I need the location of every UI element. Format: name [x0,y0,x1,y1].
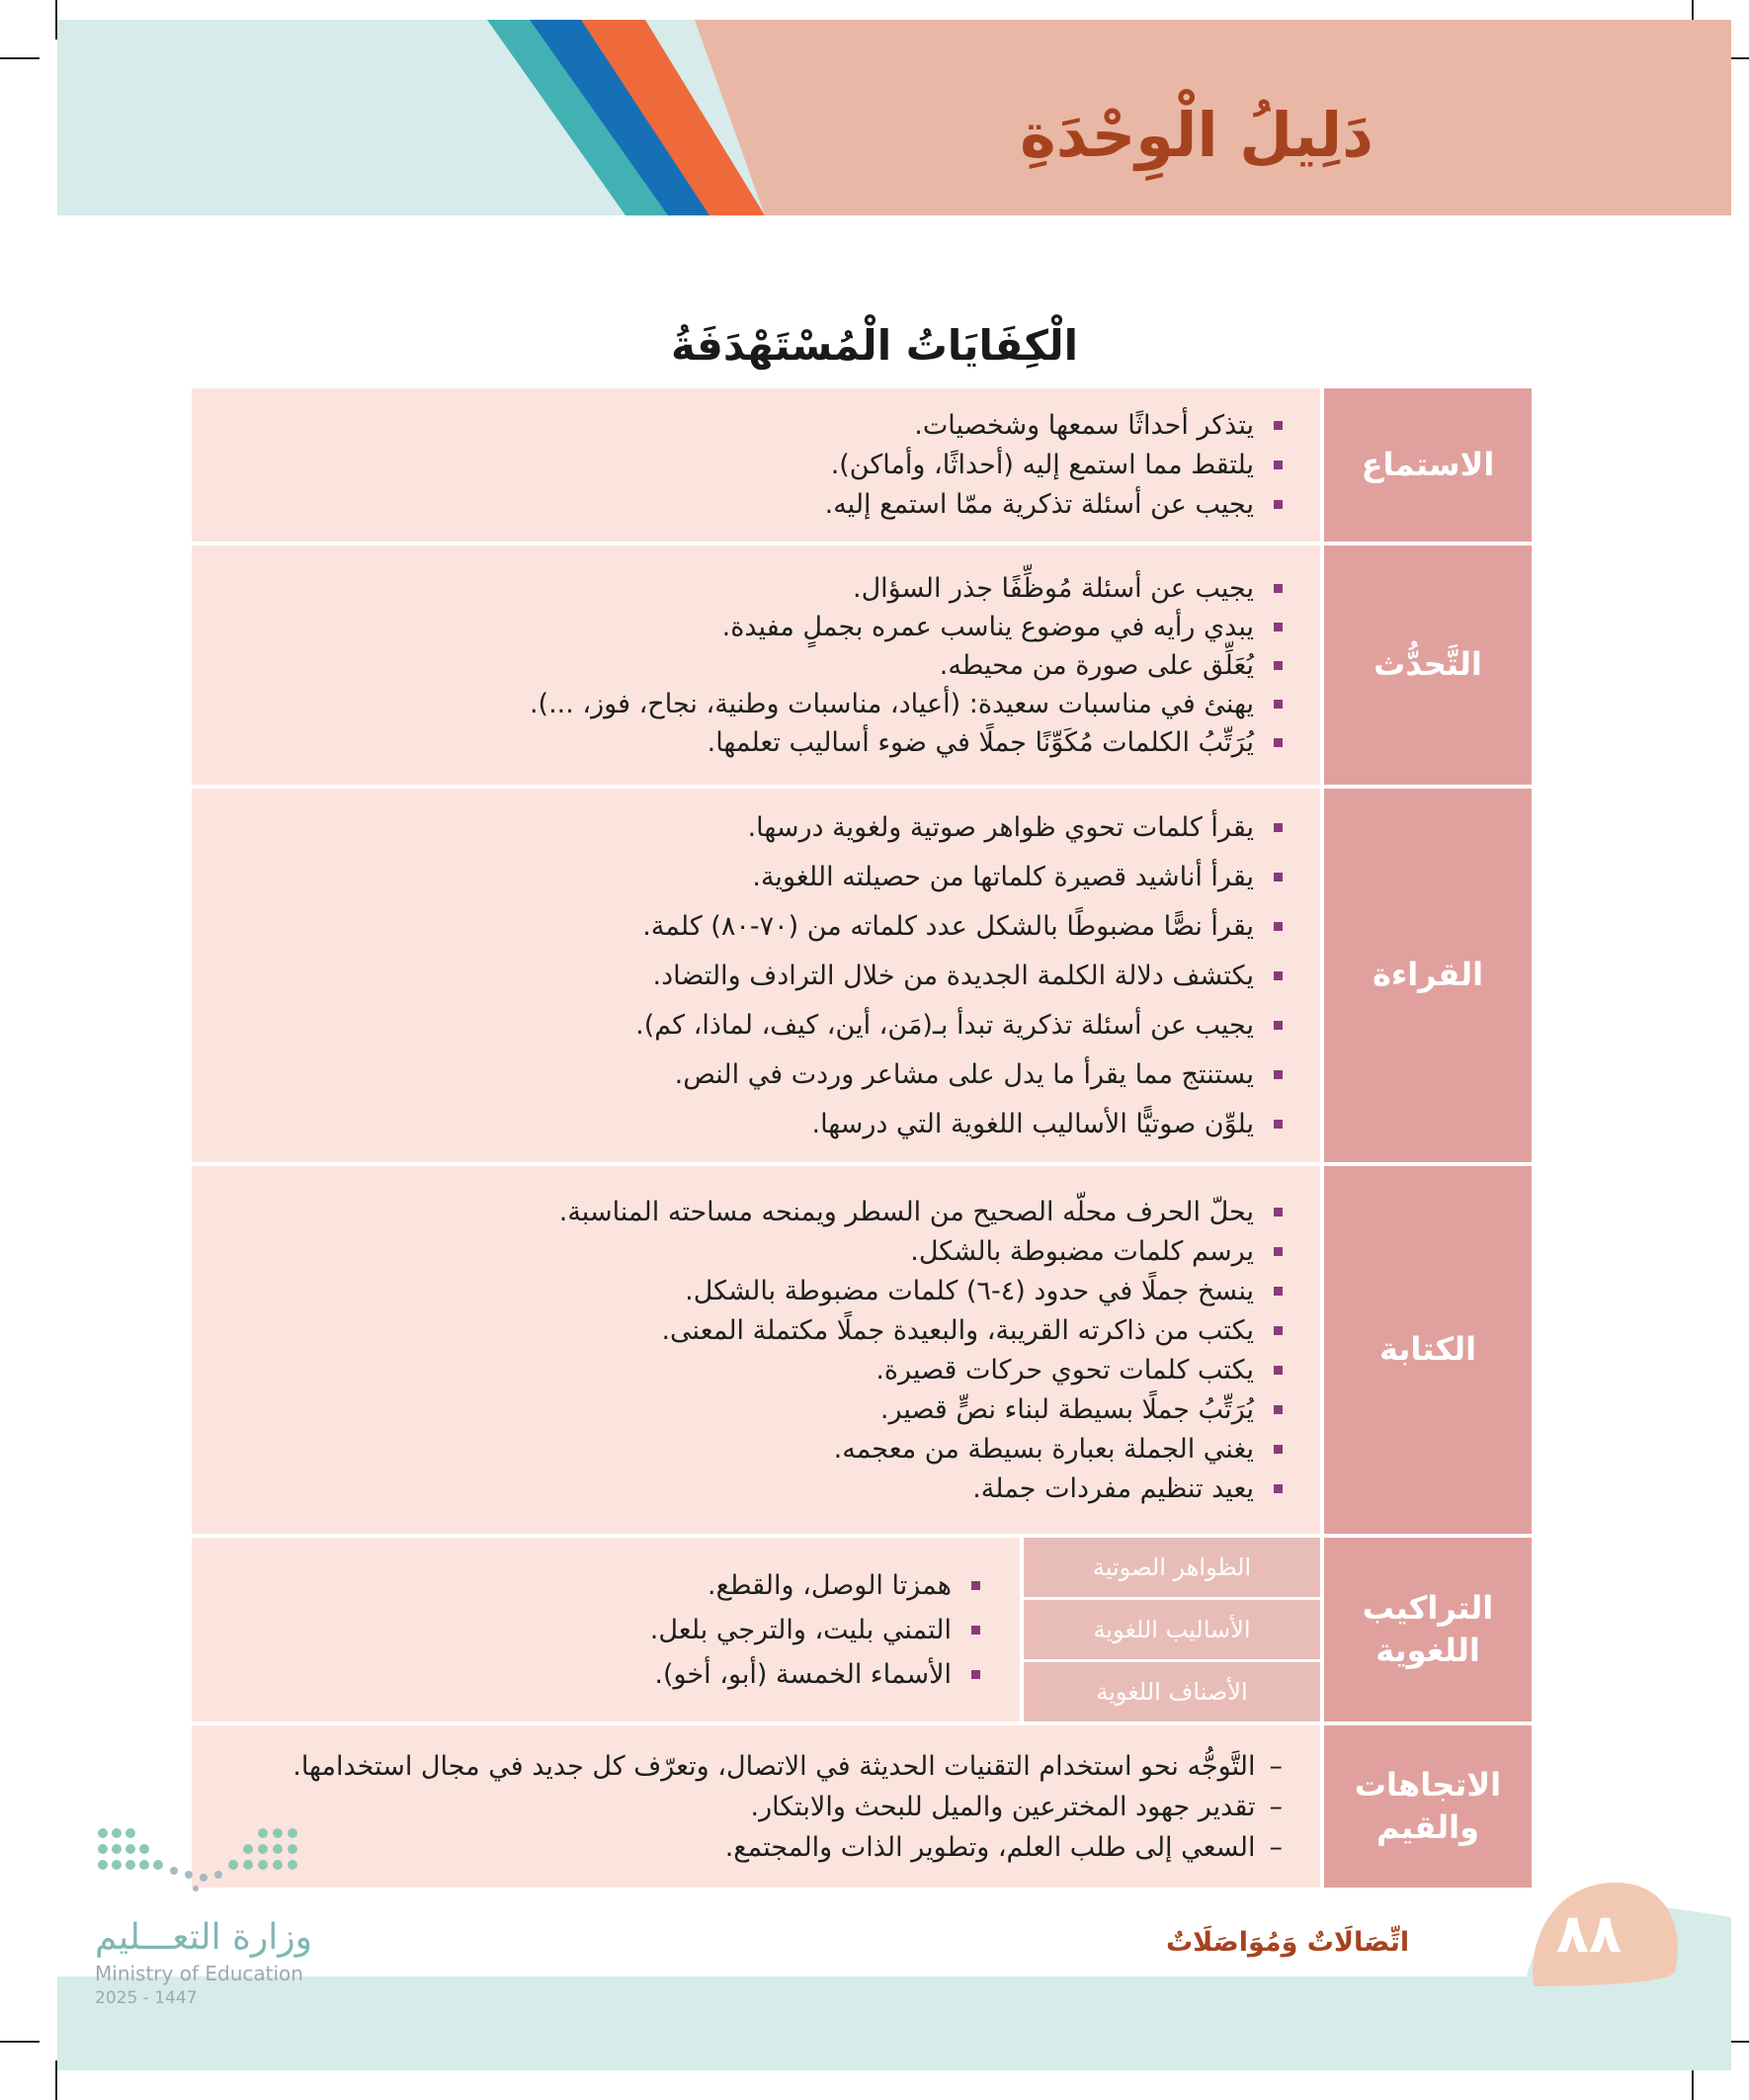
page-number: ٨٨ [1556,1902,1622,1965]
row-content [192,1538,1020,1722]
sub-label: الأصناف اللغوية [1024,1662,1320,1722]
unit-title: دَلِيلُ الْوِحْدَةِ [1020,99,1374,171]
row-content [192,1725,1320,1888]
list-item: يغني الجملة بعبارة بسيطة من معجمه. [211,1434,1283,1465]
bullet-icon [1274,700,1283,709]
bullet-icon [1274,1208,1283,1217]
list-item: يلوِّن صوتيًّا الأساليب اللغوية التي درسها. [211,1109,1283,1139]
competencies-table [192,388,1532,1888]
list-item: يحلّ الحرف محلّه الصحيح من السطر ويمنحه مساحته المناسبة. [211,1197,1283,1227]
list-item: يقرأ نصًّا مضبوطًا بالشكل عدد كلماته من (٧٠-٨٠) كلمة. [211,911,1283,942]
list-item: يبدي رأيه في موضوع يناسب عمره بجملٍ مفيدة. [211,612,1283,642]
bullet-icon [1274,1120,1283,1129]
list-item: – تقدير جهود المخترعين والميل للبحث والابتكار. [750,1791,1283,1822]
list-item: يُرَتِّبُ الكلمات مُكَوِّنًا جملًا في ضوء أساليب تعلمها. [211,727,1283,758]
bullet-icon [1274,1070,1283,1079]
row-label: التراكيب اللغوية [1320,1538,1532,1722]
sub-label: الأساليب اللغوية [1024,1600,1320,1662]
bullet-icon [1274,1247,1283,1256]
list-item: يرسم كلمات مضبوطة بالشكل. [211,1236,1283,1267]
list-item: – السعي إلى طلب العلم، وتطوير الذات والمجتمع. [724,1831,1283,1863]
bullet-icon [1274,1366,1283,1375]
row-reading [192,789,1532,1166]
dash-icon: – [1269,1831,1283,1863]
bullet-icon [1274,971,1283,980]
dash-icon: – [1269,1791,1283,1822]
list-item: يقرأ كلمات تحوي ظواهر صوتية ولغوية درسها. [211,812,1283,843]
row-label: الكتابة [1320,1166,1532,1534]
list-item: يتذكر أحداثًا سمعها وشخصيات. [211,410,1283,441]
list-item: يكتب كلمات تحوي حركات قصيرة. [211,1355,1283,1386]
row-listening [192,388,1532,546]
bullet-icon [1274,661,1283,670]
list-item: يهنئ في مناسبات سعيدة: (أعياد، مناسبات وطنية، نجاح، فوز، ...). [211,689,1283,719]
ministry-logo-icon [95,1823,312,1897]
bullet-icon [1274,1484,1283,1493]
book-title: اتِّصَالَاتٌ وَمُوَاصَلَاتٌ [1166,1927,1410,1958]
bullet-icon [1274,873,1283,882]
bullet-icon [1274,1287,1283,1296]
list-item: يجيب عن أسئلة تذكرية ممّا استمع إليه. [211,489,1283,520]
row-content [192,789,1320,1162]
bullet-icon [1274,1445,1283,1454]
header-stripes [57,20,1731,215]
footer-band [57,1976,1731,2070]
list-item: همزتا الوصل، والقطع. [211,1570,980,1601]
list-item: يُرَتِّبُ جملًا بسيطة لبناء نصٍّ قصير. [211,1394,1283,1425]
list-item: يجيب عن أسئلة تذكرية تبدأ بـ(مَن، أين، كيف، لماذا، كم). [211,1010,1283,1041]
row-speaking [192,546,1532,789]
sub-label: الظواهر الصوتية [1024,1538,1320,1600]
sub-labels [1020,1538,1320,1722]
row-label: القراءة [1320,789,1532,1162]
list-item: يلتقط مما استمع إليه (أحداثًا، وأماكن). [211,450,1283,480]
bullet-icon [1274,421,1283,430]
row-content [192,546,1320,785]
bullet-icon [971,1670,980,1679]
bullet-icon [1274,1326,1283,1335]
list-item: ينسخ جملًا في حدود (٤-٦) كلمات مضبوطة بالشكل. [211,1276,1283,1306]
bullet-icon [1274,584,1283,593]
list-item: يكتب من ذاكرته القريبة، والبعيدة جملًا مكتملة المعنى. [211,1315,1283,1346]
bullet-icon [1274,461,1283,469]
crop-mark [0,57,40,59]
bullet-icon [1274,500,1283,509]
row-structures [192,1538,1532,1725]
list-item: يستنتج مما يقرأ ما يدل على مشاعر وردت في النص. [211,1059,1283,1090]
list-item: يُعَلِّق على صورة من محيطه. [211,650,1283,681]
dash-icon: – [1269,1750,1283,1782]
ministry-name-ar: وزارة التعـــليم [95,1917,313,1958]
list-item: يجيب عن أسئلة مُوظِّفًا جذر السؤال. [211,573,1283,604]
bullet-icon [971,1626,980,1635]
bullet-icon [971,1581,980,1590]
bullet-icon [1274,623,1283,631]
row-writing [192,1166,1532,1538]
row-content [192,388,1320,542]
list-item: التمني بليت، والترجي بلعل. [211,1615,980,1645]
bullet-icon [1274,738,1283,747]
list-item: – التَّوجُّه نحو استخدام التقنيات الحديثة في الاتصال، وتعرّف كل جديد في مجال استخدامها. [292,1750,1283,1782]
row-label: الاستماع [1320,388,1532,542]
section-title: الْكِفَايَاتُ الْمُسْتَهْدَفَةُ [670,321,1079,370]
bullet-icon [1274,823,1283,832]
crop-mark [0,2041,40,2043]
bullet-icon [1274,1021,1283,1030]
row-content [192,1166,1320,1534]
row-values [192,1725,1532,1888]
list-item: الأسماء الخمسة (أبو، أخو). [211,1659,980,1690]
list-item: يعيد تنظيم مفردات جملة. [211,1473,1283,1504]
ministry-year: 2025 - 1447 [95,1988,198,2008]
list-item: يقرأ أناشيد قصيرة كلماتها من حصيلته اللغوية. [211,862,1283,892]
bullet-icon [1274,922,1283,931]
bullet-icon [1274,1405,1283,1414]
ministry-name-en: Ministry of Education [95,1962,303,1985]
row-label: التَّحدُّث [1320,546,1532,785]
list-item: يكتشف دلالة الكلمة الجديدة من خلال الترادف والتضاد. [211,961,1283,991]
header-banner [57,20,1731,215]
row-label: الاتجاهات والقيم [1320,1725,1532,1888]
